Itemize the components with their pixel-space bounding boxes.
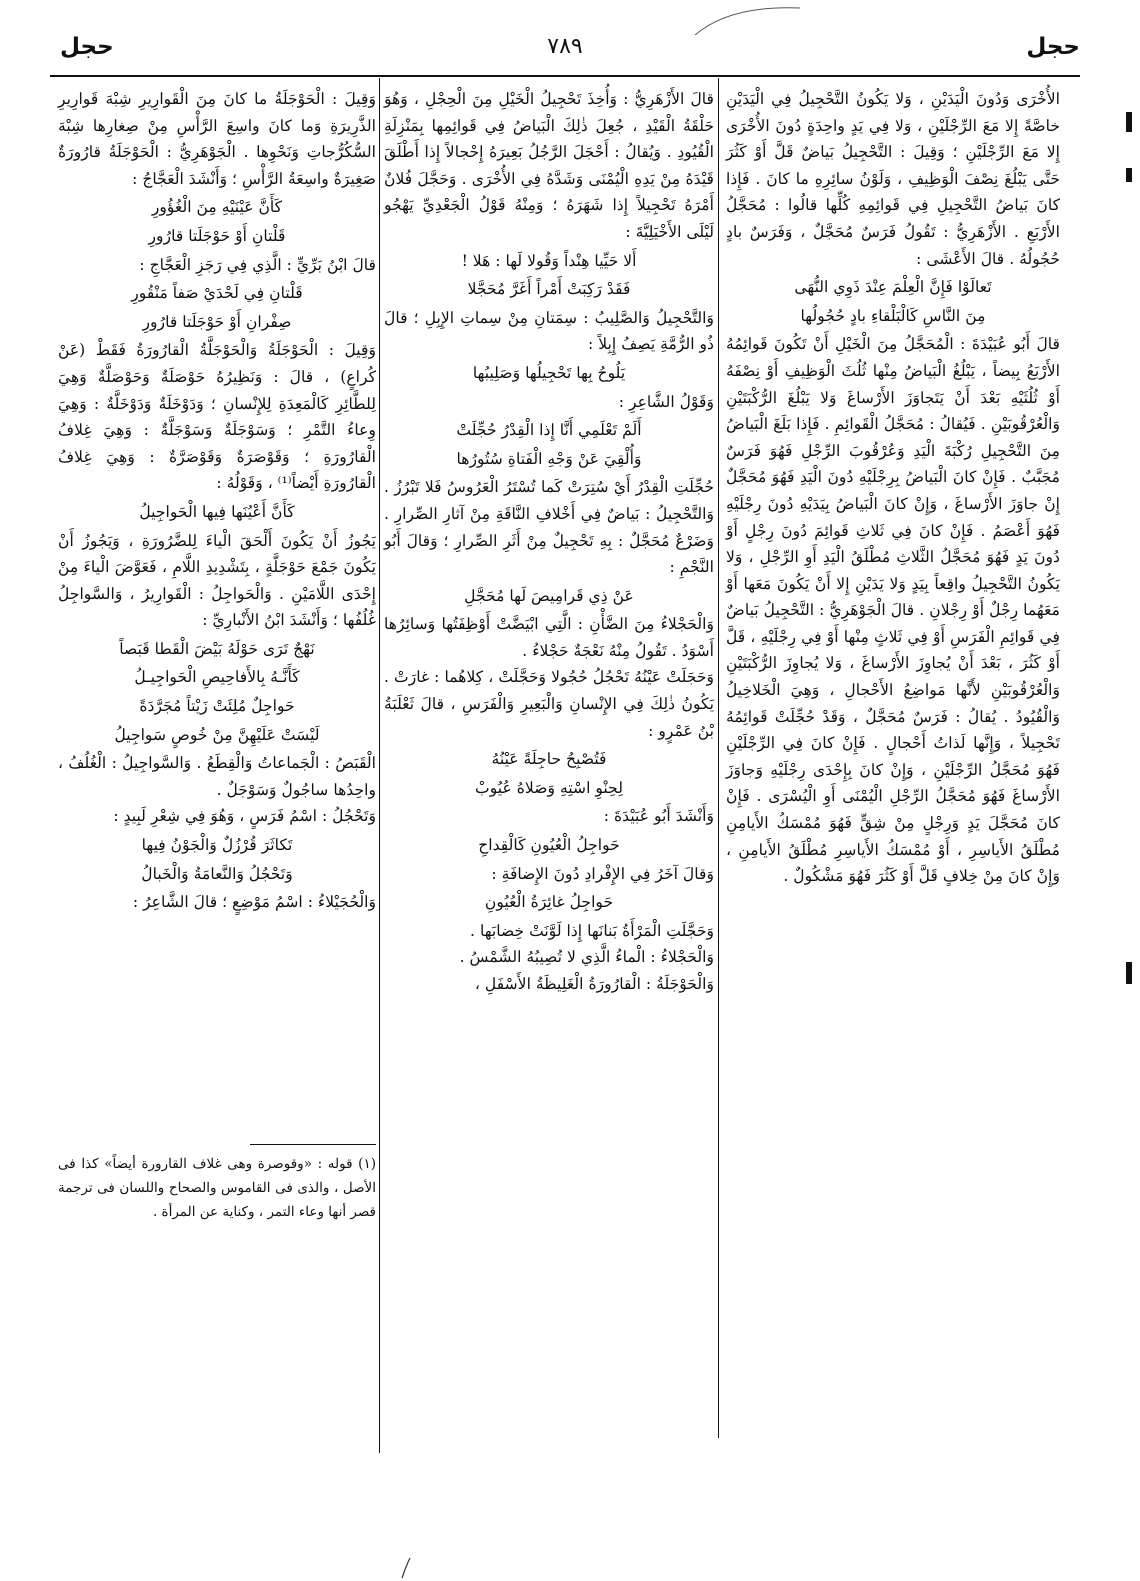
verse-line: كَأَنَّ عَيْنَيْهِ مِنَ الْغُؤُورِ (151, 198, 283, 217)
verse-line: أَلَمْ تَعْلَمِي أَنَّا إِذا الْقِدْرُ حُجِّلَتْ (456, 421, 642, 440)
verse-line: حَواجِلُ غائِرَةُ الْعُيُونِ (484, 893, 614, 912)
verse-line: قَلْتانِ أَوْ حَوْجَلَتا قارُورِ (148, 226, 286, 245)
verse-line: وَأُلْقِيَ عَنْ وَجْهِ الْفَتاةِ سُتُورُها (456, 449, 642, 468)
verse-line: كَأَنَّـهُ بِالأَفاحِيصِ الْحَواجِيـلُ (134, 668, 300, 687)
verse-line: كَأَنَّ أَعْيُنَها فِيها الْحَواجِيلُ (139, 502, 295, 521)
bottom-scan-mark (400, 1556, 430, 1581)
column-divider (718, 78, 719, 1438)
text-column-right (726, 86, 1060, 1436)
paragraph: الأُخْرَى وَدُونَ الْيَدَيْنِ ، وَلا يَكُونُ التَّحْجِيلُ فِي الْيَدَيْنِ خاصَّةً إِلا مَعَ الرِّجْلَيْنِ ، وَلا فِي يَدٍ واحِدَةٍ دُونَ الأُخْرَى إِلا مَعَ الرِّجْلَيْنِ ؛ وَقِيلَ : التَّحْجِيلُ بَياضٌ قَلَّ أَوْ كَثُرَ حَتَّى يَبْلُغَ نِصْفَ الْوَظِيفِ ، وَلَوْنُ سائِرِهِ ما كانَ . فَإِذا كانَ بَياضُ التَّحْجِيلِ فِي قَوائِمِهِ كُلِّها قالُوا : مُحَجَّلُ الأَرْبَعِ . الأَزْهَرِيُّ : تَقُولُ فَرَسٌ مُحَجَّلٌ ، وَفَرَسٌ بادٍ حُجُولُهُ . قالَ الأَعْشَى : (726, 90, 1060, 268)
text-column-left (58, 86, 376, 1146)
footnote: (١) قوله : «وقوصرة وهى غلاف القارورة أيضاً» كذا فى الأصل ، والذى فى القاموس والصحاح واللسان فى ترجمة قصر أنها وعاء التمر ، وكناية عن المرأة . (58, 1156, 376, 1220)
verse-line: لَيْسَتْ عَلَيْهِنَّ مِنْ خُوصٍ سَواجِيلُ (114, 725, 320, 744)
verse-line: مِنَ النَّاسِ كَالْبَلْقاءِ بادٍ حُجُولُها (800, 306, 986, 325)
paragraph: وَالتَّحْجِيلُ وَالصَّلِيبُ : سِمَتانِ مِنْ سِماتِ الإِبِلِ ؛ قالَ ذُو الرُّمَّةِ يَصِفُ إِبِلاً : (384, 308, 714, 354)
text-column-middle (384, 86, 714, 1456)
paragraph: وَالْحَجْلاءُ : الْماءُ الَّذِي لا تُصِيبُهُ الشَّمْسُ . (459, 948, 714, 967)
footnote-rule (250, 1144, 376, 1145)
header-entry-word-right: حجل (1026, 34, 1080, 60)
paragraph: وَأَنْشَدَ أَبُو عُبَيْدَةَ : (603, 807, 714, 826)
paragraph: وَالْحَوْجَلَةُ : الْقارُورَةُ الْغَلِيظَةُ الأَسْفَلِ ، (474, 975, 714, 993)
page-number: ٧٨٩ (547, 34, 583, 59)
paragraph: قالَ الأَزْهَرِيُّ : وَأُخِذَ تَحْجِيلُ الْخَيْلِ مِنَ الْحِجْلِ ، وَهُوَ حَلْقَةُ الْقَيْدِ ، جُعِلَ ذٰلِكَ الْبَياضُ فِي قَوائِمِها بِمَنْزِلَةِ الْقُيُودِ . وَيُقالُ : أَحْجَلَ الرَّجُلُ بَعِيرَهُ إِحْجالاً إِذا أَطْلَقَ قَيْدَهُ مِنْ يَدِهِ الْيُمْنَى وَشَدَّهُ فِي الأُخْرَى . وَحَجَّلَ فُلانٌ أَمْرَهُ تَحْجِيلاً إِذا شَهَرَهُ ؛ وَمِنْهُ قَوْلُ الْجَعْدِيِّ يَهْجُو لَيْلَى الأَخْيَلِيَّةَ : (384, 90, 714, 241)
verse-line: عَنْ ذِي قَرامِيصَ لَها مُحَجَّلِ (464, 586, 634, 605)
paragraph: وَقالَ آخَرُ فِي الإِفْرادِ دُونَ الإِضافَةِ : (491, 864, 714, 883)
paragraph: وَالْحُجَيْلاءُ : اسْمُ مَوْضِعٍ ؛ قالَ الشَّاعِرُ : (132, 893, 376, 912)
paragraph: حُجِّلَتِ الْقِدْرُ أَيْ سُتِرَتْ كَما تُسْتَرُ الْعَرُوسُ فَلا تَبْرُزُ . وَالتَّحْجِيلُ : بَياضٌ فِي أَخْلافِ النَّاقَةِ مِنْ آثارِ الصِّرارِ . وَضَرْعٌ مُحَجَّلٌ : بِهِ تَحْجِيلٌ مِنْ أَثَرِ الصِّرارِ ؛ وَقالَ أَبُو النَّجْمِ : (384, 478, 714, 577)
header-rule (50, 75, 1080, 77)
verse-line: قَلْتانِ فِي لَحْدَيْ صَفاً مَنْقُورِ (131, 284, 303, 303)
verse-line: حَواجِلُ الْعُيُونِ كَالْقِداحِ (478, 836, 620, 855)
margin-mark (1126, 962, 1132, 984)
verse-line: تَكاثَرَ قُرْزُلٌ وَالْجَوْنُ فِيها (141, 836, 293, 855)
verse-line: لِحِنْوِ اسْتِهِ وَصَلاهُ عُيُوبْ (475, 778, 623, 797)
header-entry-word-left: حجل (60, 34, 114, 60)
paragraph: قالَ أَبُو عُبَيْدَةَ : الْمُحَجَّلُ مِنَ الْخَيْلِ أَنْ تَكُونَ قَوائِمُهُ الأَرْبَعُ بِيضاً ، يَبْلُغُ الْبَياضُ مِنْها ثُلُثَ الْوَظِيفِ أَوْ نِصْفَهُ أَوْ ثُلُثَيْهِ بَعْدَ أَنْ يَتَجاوَزَ الأَرْساغَ وَلا يَبْلُغَ الرُّكْبَتَيْنِ وَالْعُرْقُوبَيْنِ . فَيُقالُ : مُحَجَّلُ الْقَوائِمِ . فَإِذا بَلَغَ الْبَياضُ مِنَ التَّحْجِيلِ رُكْبَةَ الْيَدِ وَعُرْقُوبَ الرِّجْلِ فَهُوَ فَرَسٌ مُجَبَّبٌ . فَإِنْ كانَ الْبَياضُ بِرِجْلَيْهِ دُونَ الْيَدِ فَهُوَ مُحَجَّلٌ إِنْ جاوَزَ الأَرْساغَ ، وَإِنْ كانَ الْبَياضُ بِيَدَيْهِ دُونَ رِجْلَيْهِ فَهُوَ أَعْصَمُ . فَإِنْ كانَ فِي ثَلاثِ قَوائِمَ دُونَ رِجْلٍ أَوْ دُونَ يَدٍ فَهُوَ مُحَجَّلُ الثَّلاثِ مُطْلَقُ الْيَدِ أَوِ الرِّجْلِ ، وَلا يَكُونُ التَّحْجِيلُ واقِعاً بِيَدٍ وَلا يَدَيْنِ إِلا أَنْ يَكُونَ مَعَها أَوْ مَعَهُما رِجْلٌ أَوْ رِجْلانِ . قالَ الْجَوْهَرِيُّ : التَّحْجِيلُ بَياضٌ فِي قَوائِمِ الْفَرَسِ أَوْ فِي ثَلاثٍ مِنْها أَوْ فِي رِجْلَيْهِ ، قَلَّ أَوْ كَثُرَ ، بَعْدَ أَنْ يُجاوِزَ الأَرْساغَ ، وَلا يُجاوِزَ الرُّكْبَتَيْنِ وَالْعُرْقُوبَيْنِ لأَنَّها مَواضِعُ الأَحْجالِ ، وَهِيَ الْخَلاخِيلُ وَالْقُيُودُ . يُقالُ : فَرَسٌ مُحَجَّلٌ ، وَقَدْ حُجِّلَتْ قَوائِمُهُ تَحْجِيلاً ، وَإِنَّها لَذاتُ أَحْجالٍ . فَإِنْ كانَ فِي الرِّجْلَيْنِ فَهُوَ مُحَجَّلُ الرِّجْلَيْنِ ، وَإِنْ كانَ بِإِحْدَى رِجْلَيْهِ وَجاوَزَ الأَرْساغَ فَهُوَ مُحَجَّلُ الرِّجْلِ الْيُمْنَى أَوِ الْيُسْرَى . فَإِنْ كانَ مُحَجَّلَ يَدٍ وَرِجْلٍ مِنْ شِقٍّ فَهُوَ مُمْسَكُ الأَيامِنِ مُطْلَقُ الأَياسِرِ ، أَوْ مُمْسَكُ الأَياسِرِ مُطْلَقُ الأَيامِنِ ، وَإِنْ كانَ مِنْ خِلافٍ قَلَّ أَوْ كَثُرَ فَهُوَ مَشْكُولٌ . (726, 335, 1060, 886)
page-header (50, 30, 1080, 70)
verse-line: أَلا حَيِّيا هِنْداً وَقُولا لَها : هَلا ! (461, 251, 637, 270)
paragraph: يَجُوزُ أَنْ يَكُونَ أَلْحَقَ الْياءَ لِلضَّرُورَةِ ، وَيَجُوزُ أَنْ يَكُونَ جَمْعَ حَوْجَلَّةٍ ، بِتَشْدِيدِ اللَّامِ ، فَعَوَّضَ الْياءَ مِنْ إِحْدَى اللَّامَيْنِ . وَالْحَواجِلُ : الْقَوارِيرُ ، وَالسَّواجِلُ غُلُفُها ؛ وَأَنْشَدَ ابْنُ الأَنْبارِيِّ : (58, 531, 376, 630)
margin-mark (1126, 112, 1132, 132)
paragraph: وَتَحْجُلُ : اسْمُ فَرَسٍ ، وَهُوَ فِي شِعْرِ لَبِيدٍ : (113, 807, 376, 826)
verse-line: حَواجِلٌ مُلِئَتْ زَيْتاً مُجَرَّدَةً (139, 697, 295, 716)
verse-line: وَتَحْجُلُ وَالنَّعامَةُ وَالْخَبالُ (141, 864, 293, 883)
paragraph: وَحَجَّلَتِ الْمَرْأَةُ بَنانَها إِذا لَوَّنَتْ خِضابَها . (470, 921, 714, 940)
column-divider (379, 78, 380, 1453)
paragraph: الْقَبَصُ : الْجَماعاتُ وَالْقِطَعُ . وَالسَّواجِيلُ : الْغُلُفُ ، واحِدُها ساجُولٌ وَسَوْجَلٌ . (58, 754, 376, 799)
verse-line: يَلُوحُ بِها تَحْجِيلُها وَصَلِيبُها (472, 363, 626, 382)
verse-line: فَتُصْبِحُ حاجِلَةً عَيْنُهُ (491, 750, 607, 769)
paragraph: وَالْحَجْلاءُ مِنَ الضَّأْنِ : الَّتِي ابْيَضَّتْ أَوْظِفَتُها وَسائِرُها أَسْوَدُ . تَقُولُ مِنْهُ نَعْجَةٌ حَجْلاءُ . (384, 615, 714, 660)
verse-line: تَعالَوْا فَإِنَّ الْعِلْمَ عِنْدَ ذَوِي النُّهَى (794, 278, 992, 297)
paragraph: وَحَجَلَتْ عَيْنُهُ تَحْجُلُ حُجُولا وَحَجَّلَتْ ، كِلاهُما : غارَتْ . يَكُونُ ذٰلِكَ فِي الإِنْسانِ وَالْبَعِيرِ وَالْفَرَسِ ، قالَ ثَعْلَبَةُ بْنُ عَمْرٍو : (384, 668, 714, 740)
paragraph: وَقِيلَ : الْحَوْجَلَةُ ما كانَ مِنَ الْقَوارِيرِ شِبْهَ قَوارِيرِ الذَّرِيرَةِ وَما كانَ واسِعَ الرَّأْسِ مِنْ صِغارِها شِبْهَ السُّكُرُّجاتِ وَنَحْوِها . الْجَوْهَرِيُّ : الْحَوْجَلَةُ قارُورَةٌ صَغِيرَةٌ واسِعَةُ الرَّأْسِ ؛ وَأَنْشَدَ الْعَجَّاجُ : (58, 90, 376, 188)
paragraph: قالَ ابْنُ بَرِّيٍّ : الَّذِي فِي رَجَزِ الْعَجَّاجِ : (139, 255, 376, 274)
paragraph: وَقِيلَ : الْحَوْجَلَةُ وَالْحَوْجَلَّةُ الْقارُورَةُ فَقَطْ (عَنْ كُراعٍ) ، قالَ : وَنَظِيرُهُ حَوْصَلَةٌ وَحَوْصَلَّةٌ وَهِيَ لِلطَّائِرِ كَالْمَعِدَةِ لِلإِنْسانِ ؛ وَدَوْخَلَةٌ وَدَوْخَلَّةٌ : وَهِيَ وِعاءُ التَّمْرِ ؛ وَسَوْجَلَةٌ وَسَوْجَلَّةٌ : وَهِيَ غِلافُ الْقارُورَةِ ؛ وَقَوْصَرَةٌ وَقَوْصَرَّةٌ : وَهِيَ غِلافُ الْقارُورَةِ أَيْضاً⁽¹⁾ ، وَقَوْلُهُ : (58, 341, 376, 493)
verse-line: صِفْرانِ أَوْ حَوْجَلَتا قارُورِ (142, 312, 292, 331)
paragraph: وَقَوْلُ الشَّاعِرِ : (618, 392, 714, 411)
verse-line: نَهْجٌ تَرَى حَوْلَهُ بَيْضَ الْقَطا قَبَصاً (119, 639, 315, 658)
verse-line: فَقَدْ رَكِبَتْ أَمْراً أَغَرَّ مُحَجَّلا (467, 280, 631, 299)
margin-mark (1126, 168, 1132, 182)
